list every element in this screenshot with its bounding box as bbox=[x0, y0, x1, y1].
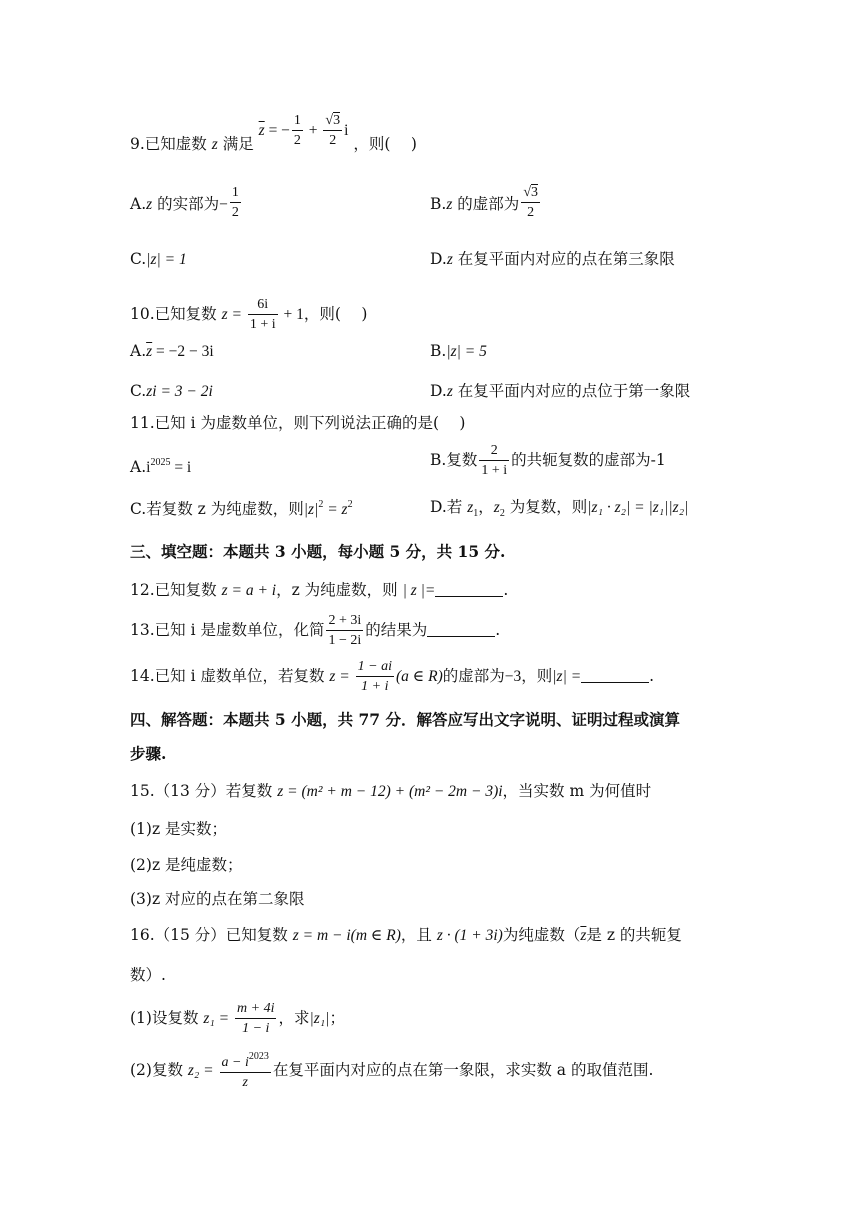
q10-option-b-expr: |z| = 5 bbox=[446, 343, 487, 360]
q9-option-b-text: 的虚部为 bbox=[452, 195, 520, 213]
q9-option-b: B.z 的虚部为 $\frac{√3}{2}$ bbox=[430, 185, 538, 220]
q13-end: . bbox=[495, 621, 501, 639]
q11-option-b-den: 1 + i bbox=[479, 460, 509, 478]
q9-plus: + bbox=[304, 122, 322, 139]
q12-mid: ，z 为纯虚数，则 bbox=[276, 581, 403, 599]
q14-eq: z = bbox=[329, 668, 354, 685]
q13-frac bbox=[326, 614, 363, 648]
q14-val: −3 bbox=[504, 668, 522, 685]
q15-stem-pre: 15.（13 分）若复数 bbox=[130, 782, 278, 800]
q9-option-b-label: B. bbox=[430, 195, 447, 213]
q9-option-d-label: D. bbox=[430, 250, 447, 268]
q16-part-2 bbox=[130, 1052, 653, 1090]
q11-option-a-label: A. bbox=[130, 458, 147, 476]
q9-option-a: A.z 的实部为− $\frac{1}{2}$ bbox=[130, 185, 239, 220]
q9-option-b-frac: $\frac{√3}{2}$ bbox=[523, 185, 538, 220]
q15-part-1: (1)z 是实数； bbox=[130, 820, 228, 838]
q14-end: . bbox=[649, 667, 655, 685]
q14-cond: (a ∈ R) bbox=[395, 668, 443, 685]
q15-expr: z = (m² + m − 12) + (m² − 2m − 3)i bbox=[277, 783, 503, 800]
q11-option-d-mid: ， bbox=[478, 498, 494, 516]
q10-option-c-label: C. bbox=[130, 382, 147, 400]
q16-part-1 bbox=[130, 1002, 345, 1036]
q15-part-2: (2)z 是纯虚数； bbox=[130, 856, 243, 874]
q9-option-a-num: 1 bbox=[231, 185, 239, 200]
q11-option-c-mid: = z bbox=[323, 501, 348, 518]
q12-answer-blank[interactable] bbox=[435, 582, 503, 597]
q15-stem bbox=[130, 784, 651, 800]
q10-option-a: $A.\overline{z} = -2 - 3i$ bbox=[130, 342, 214, 360]
q10-option-b bbox=[430, 344, 487, 360]
q13-den: 1 − 2i bbox=[326, 630, 363, 648]
q11-option-c-exp2: 2 bbox=[347, 499, 353, 510]
q16-part-2-den: z bbox=[220, 1072, 271, 1090]
q16-part-1-abs: |z₁| bbox=[309, 1010, 330, 1027]
q15-stem-post: ，当实数 m 为何值时 bbox=[502, 782, 652, 800]
q9-eq-sign: = − bbox=[264, 122, 290, 139]
q16-stem-post: 为纯虚数（ bbox=[502, 926, 581, 944]
q10-option-a-expr: = −2 − 3i bbox=[152, 343, 214, 360]
q9-frac2-den: 2 bbox=[323, 130, 342, 148]
q9-option-c-expr: |z| = 1 bbox=[146, 251, 187, 268]
q16-part-1-lhs: z₁ = bbox=[203, 1010, 234, 1027]
q11-option-c-exp1: 2 bbox=[318, 499, 324, 510]
q16-stem-line2: 数）. bbox=[130, 966, 166, 984]
q10-option-d-text: 在复平面内对应的点位于第一象限 bbox=[452, 382, 691, 400]
q9-stem-post: ，则( ) bbox=[353, 135, 417, 153]
q13-answer-blank[interactable] bbox=[427, 622, 495, 637]
q9-option-a-label: A. bbox=[130, 195, 147, 213]
q14-mid2: ，则 bbox=[521, 667, 553, 685]
q13-num: 2 + 3i bbox=[328, 613, 362, 628]
q10-stem-pre: 10.已知复数 bbox=[130, 305, 222, 323]
q9-eq-lhs: $\overline{z}$ bbox=[258, 122, 265, 139]
q11-option-b-text: 的共轭复数的虚部为-1 bbox=[511, 451, 666, 469]
q11-option-b bbox=[430, 444, 666, 478]
q10-option-c-expr: zi = 3 − 2i bbox=[146, 383, 213, 400]
section-3-heading: 三、填空题：本题共 3 小题，每小题 5 分，共 15 分. bbox=[130, 542, 506, 561]
q12-pre: 12.已知复数 bbox=[130, 581, 222, 599]
q9-frac1-num: 1 bbox=[293, 113, 301, 128]
q16-note-text: 是 z 的共轭复 bbox=[586, 926, 682, 944]
q11-option-c-text: C.若复数 z 为纯虚数，则 bbox=[130, 500, 304, 518]
q14-mid: 的虚部为 bbox=[442, 667, 505, 685]
q10-frac-den: 1 + i bbox=[248, 314, 278, 332]
q9-option-a-frac bbox=[230, 186, 241, 220]
q16-part-1-pre: (1)设复数 bbox=[130, 1009, 204, 1027]
q11-option-d: D.若 $z_1$，$z_2$ 为复数，则|z₁ · z₂| = |z₁||z₂| bbox=[430, 498, 689, 519]
q14-frac bbox=[356, 660, 394, 694]
section-4-heading-line2: 步骤. bbox=[130, 744, 167, 763]
q16-part-1-frac bbox=[235, 1002, 276, 1036]
q10-stem bbox=[130, 298, 367, 332]
q11-option-d-mid2: 为复数，则 bbox=[504, 498, 588, 516]
q9-stem-mid: 满足 bbox=[217, 135, 254, 153]
q11-option-a-exp: 2025 bbox=[150, 457, 171, 468]
q16-expr1: z = m − i(m ∈ R) bbox=[292, 927, 401, 944]
q10-eq: z = bbox=[221, 306, 246, 323]
q10-stem-post: ，则( ) bbox=[303, 305, 368, 323]
q14 bbox=[130, 660, 654, 694]
q16-part-2-post: 在复平面内对应的点在第一象限，求实数 a 的取值范围. bbox=[272, 1061, 654, 1079]
q14-den: 1 + i bbox=[356, 676, 394, 694]
q12 bbox=[130, 582, 508, 599]
q13-pre: 13.已知 i 是虚数单位，化简 bbox=[130, 621, 325, 639]
q11-option-b-frac bbox=[479, 444, 509, 478]
q9-unit: i bbox=[344, 122, 349, 139]
q16-stem-mid: ，且 bbox=[400, 926, 437, 944]
q14-pre: 14.已知 i 虚数单位，若复数 bbox=[130, 667, 330, 685]
q10-tail: + 1 bbox=[279, 306, 304, 323]
q13 bbox=[130, 614, 500, 648]
q12-expr: z = a + i bbox=[221, 582, 277, 599]
q16-part-2-lhs: z₂ = bbox=[187, 1062, 218, 1079]
q11-option-c bbox=[130, 500, 353, 518]
q16-part-1-mid: ，求 bbox=[278, 1009, 310, 1027]
q10-option-b-label: B. bbox=[430, 342, 447, 360]
section-4-heading-line1: 四、解答题：本题共 5 小题，共 77 分．解答应写出文字说明、证明过程或演算 bbox=[130, 710, 680, 729]
q16-part-2-exp: 2023 bbox=[248, 1051, 269, 1062]
q11-option-c-abs: |z| bbox=[303, 501, 319, 518]
q9-option-b-den: 2 bbox=[521, 202, 540, 220]
q16-part-2-frac bbox=[220, 1052, 271, 1090]
q9-frac2-root: 3 bbox=[333, 113, 341, 128]
q9-option-d: D.z 在复平面内对应的点在第三象限 bbox=[430, 250, 675, 268]
q12-abs: | z |= bbox=[402, 582, 436, 599]
q11-stem: 11.已知 i 为虚数单位，则下列说法正确的是( ) bbox=[130, 414, 466, 432]
q16-part-1-end: ； bbox=[329, 1009, 345, 1027]
q9-option-a-sign: − bbox=[219, 196, 228, 213]
q14-abs: |z| = bbox=[552, 668, 582, 685]
q9-option-b-root: 3 bbox=[531, 185, 538, 200]
q11-option-b-num: 2 bbox=[490, 443, 498, 458]
q11-option-d-expr: |z₁ · z₂| = |z₁||z₂| bbox=[587, 499, 689, 516]
q13-post: 的结果为 bbox=[365, 621, 428, 639]
q9-option-a-text: 的实部为 bbox=[152, 195, 220, 213]
q12-post: . bbox=[503, 581, 509, 599]
q9-frac2: $\frac{√3}{2}$ bbox=[325, 113, 341, 148]
q9-stem bbox=[130, 113, 417, 162]
q15-part-3: (3)z 对应的点在第二象限 bbox=[130, 890, 305, 908]
q14-num: 1 − ai bbox=[357, 659, 392, 674]
q16-part-2-pre: (2)复数 bbox=[130, 1061, 188, 1079]
q9-option-d-text: 在复平面内对应的点在第三象限 bbox=[452, 250, 675, 268]
q10-option-a-label: A. bbox=[130, 342, 147, 360]
q11-option-a-base: i bbox=[146, 459, 151, 476]
q9-var: z bbox=[211, 136, 218, 153]
q16-part-1-num: m + 4i bbox=[237, 1001, 275, 1016]
q10-option-c bbox=[130, 384, 213, 400]
q16-stem-pre: 16.（15 分）已知复数 bbox=[130, 926, 293, 944]
q11-option-a-rest: = i bbox=[170, 459, 192, 476]
q9-frac1 bbox=[292, 114, 303, 148]
q10-option-d-label: D. bbox=[430, 382, 447, 400]
q10-frac-num: 6i bbox=[257, 297, 269, 312]
q14-answer-blank[interactable] bbox=[581, 668, 649, 683]
q10-option-d: D.z 在复平面内对应的点位于第一象限 bbox=[430, 382, 691, 400]
q9-option-a-den: 2 bbox=[230, 202, 241, 220]
q9-option-c bbox=[130, 252, 187, 268]
q9-option-c-label: C. bbox=[130, 250, 147, 268]
q9-stem-pre: 9.已知虚数 bbox=[130, 135, 212, 153]
q9-frac1-den: 2 bbox=[292, 130, 303, 148]
q11-option-a bbox=[130, 458, 191, 476]
q16-expr2: z · (1 + 3i) bbox=[436, 927, 503, 944]
q11-option-b-label: B.复数 bbox=[430, 451, 478, 469]
q16-note-z: $\overline{z}$ bbox=[580, 927, 587, 944]
q16-part-1-den: 1 − i bbox=[235, 1018, 276, 1036]
q16-part-2-num: a − i bbox=[221, 1055, 249, 1070]
q16-stem bbox=[130, 928, 682, 944]
q11-option-d-pre: D.若 bbox=[430, 498, 468, 516]
q10-frac bbox=[248, 298, 278, 332]
